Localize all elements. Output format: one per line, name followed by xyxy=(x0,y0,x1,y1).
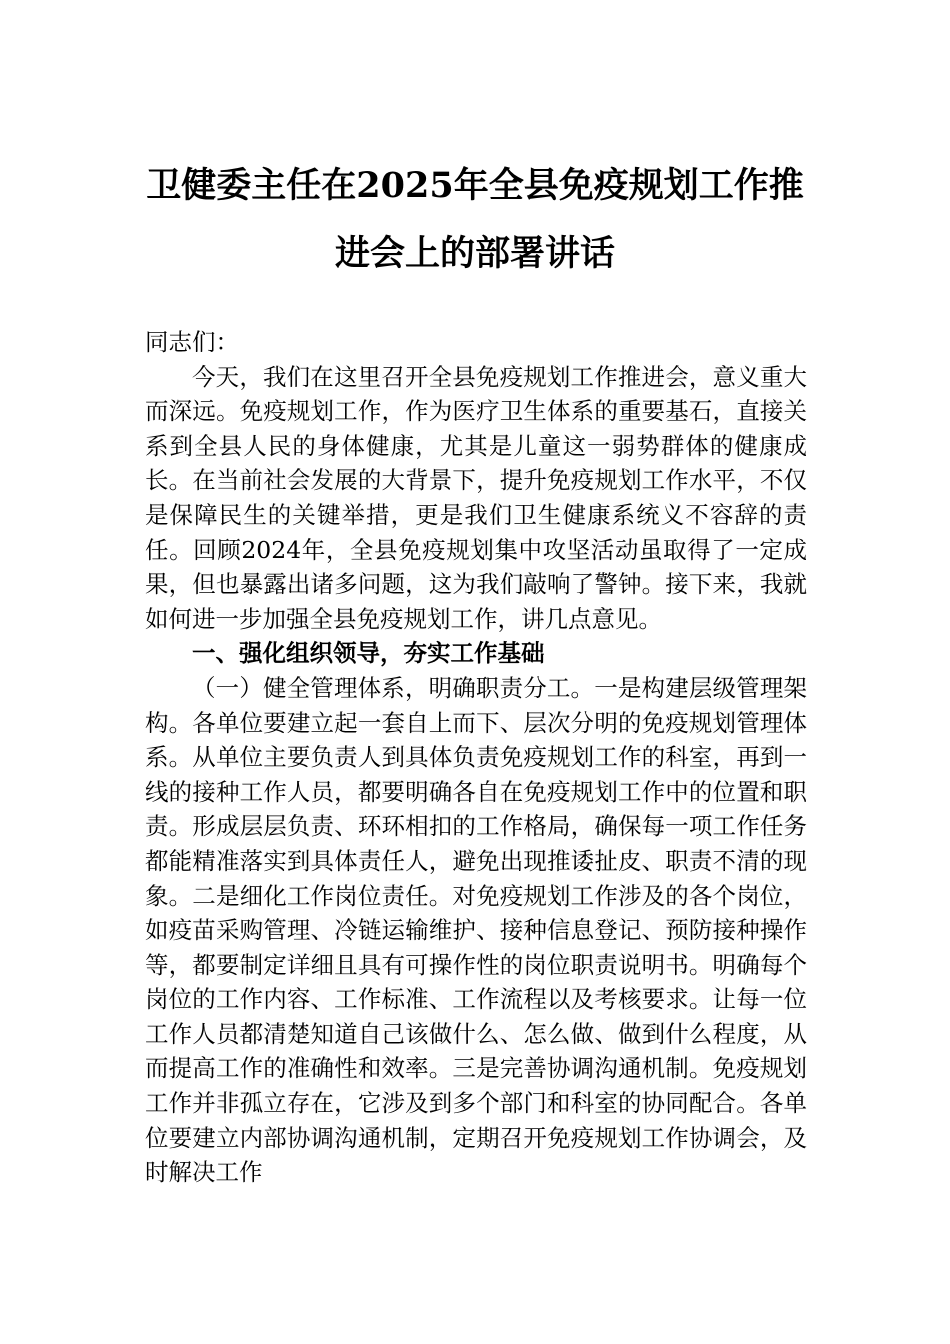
intro-paragraph: 今天，我们在这里召开全县免疫规划工作推进会，意义重大而深远。免疫规划工作，作为医疗卫生体系的重要基石，直接关系到全县人民的身体健康，尤其是儿童这一弱势群体的健康成长。在当前社会发展的大背景下，提升免疫规划工作水平，不仅是保障民生的关键举措，更是我们卫生健康系统义不容辞的责任。回顾2024年，全县免疫规划集中攻坚活动虽取得了一定成果，但也暴露出诸多问题，这为我们敲响了警钟。接下来，我就如何进一步加强全县免疫规划工作，讲几点意见。 xyxy=(145,362,807,633)
title-line-1: 卫健委主任在2025年全县免疫规划工作推 xyxy=(146,165,804,206)
salutation: 同志们： xyxy=(145,328,239,356)
document-title xyxy=(130,152,820,288)
section-1-paragraph-1: （一）健全管理体系，明确职责分工。一是构建层级管理架构。各单位要建立起一套自上而下、层次分明的免疫规划管理体系。从单位主要负责人到具体负责免疫规划工作的科室，再到一线的接种工作人员，都要明确各自在免疫规划工作中的位置和职责。形成层层负责、环环相扣的工作格局，确保每一项工作任务都能精准落实到具体责任人，避免出现推诿扯皮、职责不清的现象。二是细化工作岗位责任。对免疫规划工作涉及的各个岗位，如疫苗采购管理、冷链运输维护、接种信息登记、预防接种操作等，都要制定详细且具有可操作性的岗位职责说明书。明确每个岗位的工作内容、工作标准、工作流程以及考核要求。让每一位工作人员都清楚知道自己该做什么、怎么做、做到什么程度，从而提高工作的准确性和效率。三是完善协调沟通机制。免疫规划工作并非孤立存在，它涉及到多个部门和科室的协同配合。各单位要建立内部协调沟通机制，定期召开免疫规划工作协调会，及时解决工作 xyxy=(145,673,807,1187)
section-heading-1: 一、强化组织领导，夯实工作基础 xyxy=(192,639,545,668)
title-line-2: 进会上的部署讲话 xyxy=(334,233,615,274)
document-body xyxy=(145,325,807,1190)
